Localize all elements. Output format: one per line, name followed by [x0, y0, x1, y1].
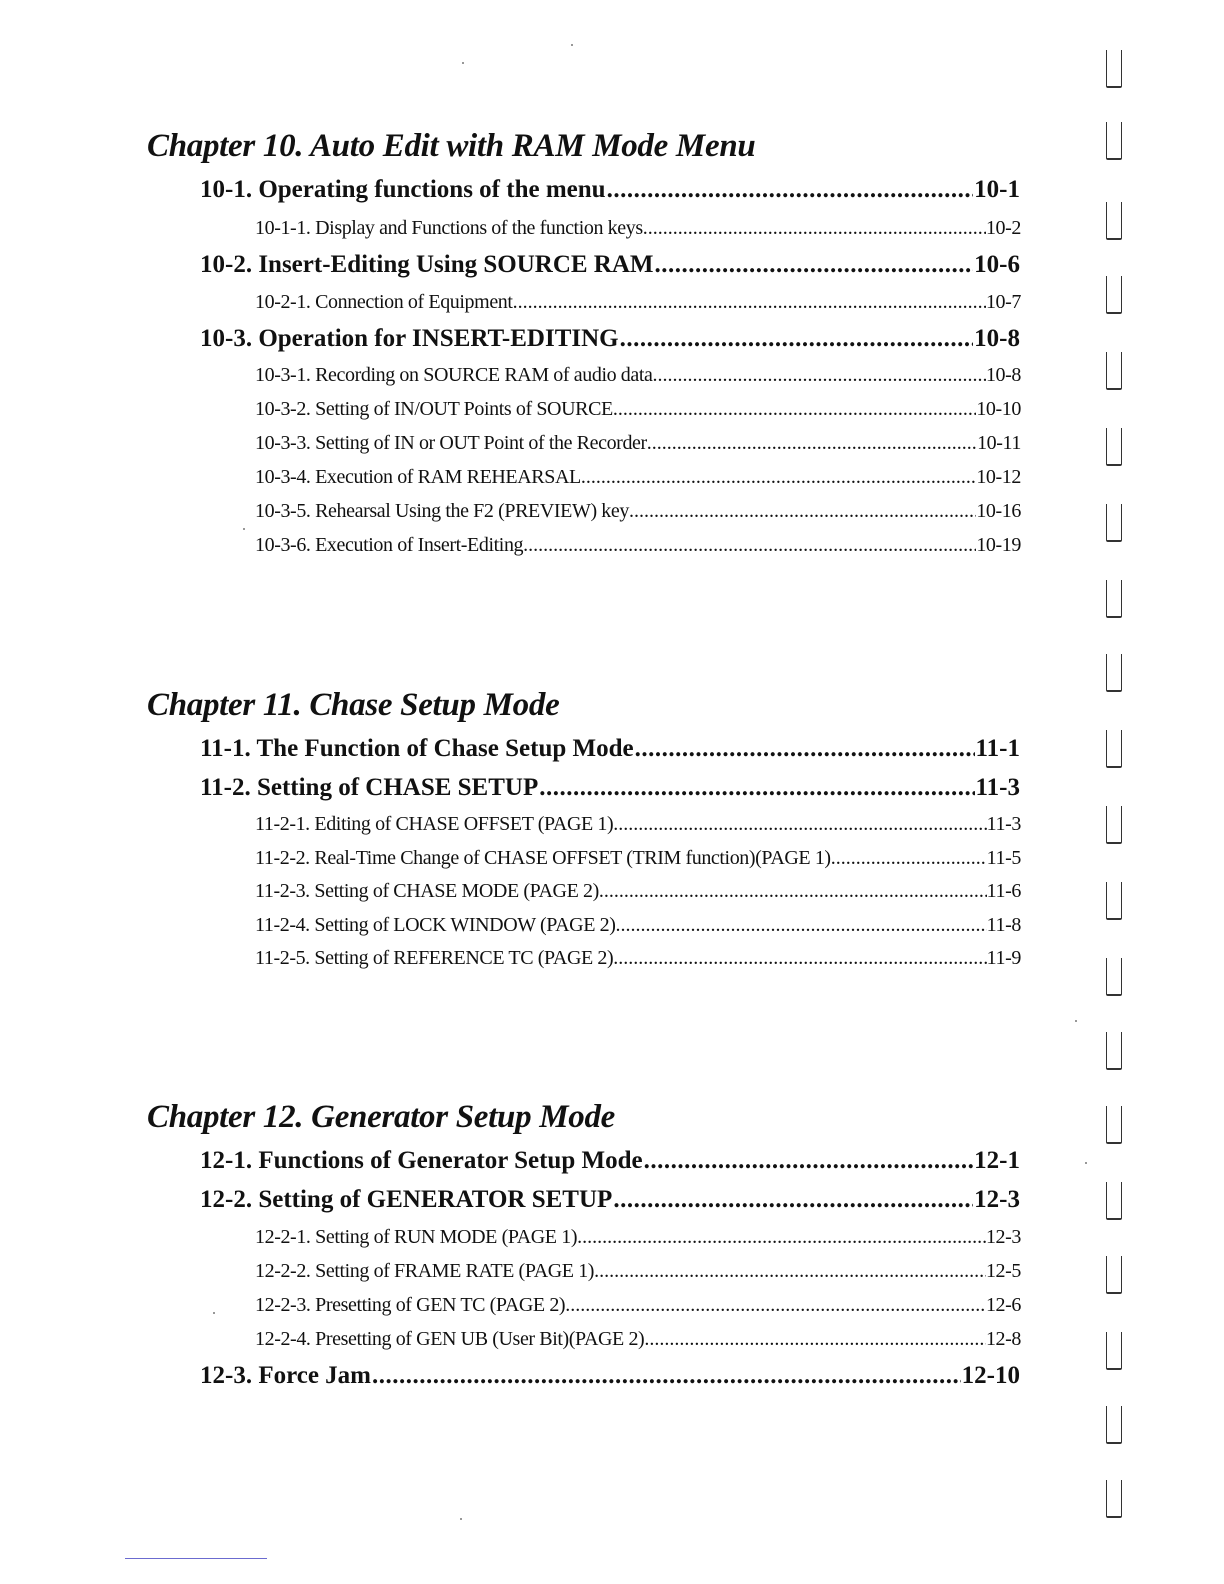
toc-entry-11-2-3[interactable] [255, 880, 1021, 908]
toc-entry-label: 11-2-1. Editing of CHASE OFFSET (PAGE 1) [255, 813, 614, 835]
toc-entry-10-3-4[interactable] [255, 466, 1021, 494]
tab-mark [1106, 276, 1122, 314]
toc-entry-12-2[interactable] [200, 1186, 1020, 1220]
tab-mark [1106, 202, 1122, 240]
toc-entry-page: 10-6 [974, 251, 1020, 278]
toc-entry-page: 11-3 [986, 813, 1021, 835]
dot-leader [513, 291, 986, 314]
toc-entry-page: 10-7 [985, 291, 1021, 313]
toc-entry-10-3-6[interactable] [255, 534, 1021, 562]
dot-leader [644, 1328, 986, 1351]
scan-speck [460, 1518, 462, 1520]
scan-speck [243, 528, 245, 530]
dot-leader [613, 1186, 973, 1214]
toc-entry-10-3-2[interactable] [255, 398, 1021, 426]
toc-entry-label: 10-3-1. Recording on SOURCE RAM of audio data [255, 364, 653, 386]
toc-entry-label: 10-1. Operating functions of the menu [200, 176, 606, 203]
dot-leader [594, 1260, 986, 1283]
dot-leader [629, 500, 976, 523]
toc-entry-label: 12-3. Force Jam [200, 1362, 372, 1389]
dot-leader [831, 847, 987, 870]
tab-mark [1106, 882, 1122, 920]
toc-entry-page: 12-6 [985, 1294, 1021, 1316]
toc-entry-10-2[interactable] [200, 251, 1020, 285]
toc-entry-label: 12-2-4. Presetting of GEN UB (User Bit)(PAGE 2) [255, 1328, 645, 1350]
toc-entry-10-2-1[interactable] [255, 291, 1021, 319]
toc-entry-label: 11-2-5. Setting of REFERENCE TC (PAGE 2) [255, 947, 614, 969]
footnote-rule [125, 1558, 267, 1559]
toc-entry-label: 12-2-3. Presetting of GEN TC (PAGE 2) [255, 1294, 566, 1316]
scan-speck [1085, 1162, 1087, 1164]
tab-mark [1106, 352, 1122, 390]
toc-entry-page: 12-10 [961, 1362, 1020, 1389]
toc-entry-page: 11-8 [986, 914, 1021, 936]
tab-mark [1106, 1480, 1122, 1518]
dot-leader [653, 364, 986, 387]
scan-speck [571, 44, 573, 46]
toc-entry-page: 10-19 [976, 534, 1021, 556]
tab-mark [1106, 958, 1122, 996]
chapter-10-title: Chapter 10. Auto Edit with RAM Mode Menu [147, 128, 756, 164]
toc-entry-page: 10-1 [974, 176, 1020, 203]
dot-leader [372, 1362, 961, 1390]
toc-entry-label: 12-2-2. Setting of FRAME RATE (PAGE 1) [255, 1260, 595, 1282]
toc-entry-label: 10-3-4. Execution of RAM REHEARSAL [255, 466, 581, 488]
toc-entry-11-2[interactable] [200, 774, 1020, 808]
dot-leader [635, 735, 975, 763]
toc-entry-page: 10-8 [985, 364, 1021, 386]
toc-entry-page: 12-5 [985, 1260, 1021, 1282]
tab-mark [1106, 504, 1122, 542]
toc-entry-page: 10-10 [976, 398, 1021, 420]
tab-mark [1106, 1032, 1122, 1070]
toc-entry-11-2-4[interactable] [255, 914, 1021, 942]
toc-entry-page: 12-1 [974, 1147, 1020, 1174]
tab-mark [1106, 1182, 1122, 1220]
dot-leader [615, 914, 986, 937]
toc-entry-page: 10-11 [977, 432, 1021, 454]
chapter-12-title: Chapter 12. Generator Setup Mode [147, 1099, 616, 1135]
toc-entry-page: 12-8 [985, 1328, 1021, 1350]
dot-leader [523, 534, 976, 557]
toc-entry-label: 10-2-1. Connection of Equipment [255, 291, 513, 313]
toc-entry-12-1[interactable] [200, 1147, 1020, 1181]
toc-entry-10-3-3[interactable] [255, 432, 1021, 460]
toc-entry-page: 11-5 [986, 847, 1021, 869]
toc-entry-label: 12-1. Functions of Generator Setup Mode [200, 1147, 643, 1174]
toc-entry-10-1-1[interactable] [255, 217, 1021, 245]
toc-entry-label: 11-1. The Function of Chase Setup Mode [200, 735, 634, 762]
toc-entry-10-3-1[interactable] [255, 364, 1021, 392]
dot-leader [565, 1294, 986, 1317]
toc-entry-page: 10-2 [985, 217, 1021, 239]
toc-entry-page: 11-3 [975, 774, 1020, 801]
tab-mark [1106, 806, 1122, 844]
toc-entry-label: 10-3-2. Setting of IN/OUT Points of SOURCE [255, 398, 613, 420]
tab-mark [1106, 1256, 1122, 1294]
tab-mark [1106, 50, 1122, 88]
tab-mark [1106, 1406, 1122, 1444]
toc-entry-label: 12-2-1. Setting of RUN MODE (PAGE 1) [255, 1226, 578, 1248]
toc-entry-page: 11-1 [975, 735, 1020, 762]
dot-leader [643, 217, 986, 240]
toc-entry-label: 10-3. Operation for INSERT-EDITING [200, 325, 619, 352]
dot-leader [607, 176, 974, 204]
toc-entry-label: 11-2-2. Real-Time Change of CHASE OFFSET (TRIM function)(PAGE 1) [255, 847, 831, 869]
scan-speck [213, 1312, 215, 1314]
tab-mark [1106, 730, 1122, 768]
toc-entry-12-2-3[interactable] [255, 1294, 1021, 1322]
toc-entry-label: 11-2-4. Setting of LOCK WINDOW (PAGE 2) [255, 914, 616, 936]
toc-entry-label: 10-2. Insert-Editing Using SOURCE RAM [200, 251, 654, 278]
tab-mark [1106, 1106, 1122, 1144]
toc-entry-10-1[interactable] [200, 176, 1020, 210]
tab-mark [1106, 428, 1122, 466]
tab-mark [1106, 654, 1122, 692]
dot-leader [644, 1147, 974, 1175]
dot-leader [599, 880, 987, 903]
toc-entry-12-2-2[interactable] [255, 1260, 1021, 1288]
dot-leader [655, 251, 974, 279]
toc-entry-11-1[interactable] [200, 735, 1020, 769]
toc-entry-label: 10-3-3. Setting of IN or OUT Point of the Recorder [255, 432, 647, 454]
toc-entry-label: 10-3-5. Rehearsal Using the F2 (PREVIEW) key [255, 500, 629, 522]
tab-mark [1106, 580, 1122, 618]
dot-leader [577, 1226, 986, 1249]
tab-mark [1106, 122, 1122, 160]
toc-entry-12-2-1[interactable] [255, 1226, 1021, 1254]
toc-entry-page: 10-8 [974, 325, 1020, 352]
toc-entry-11-2-2[interactable] [255, 847, 1021, 875]
scan-speck [462, 62, 464, 64]
toc-entry-11-2-1[interactable] [255, 813, 1021, 841]
toc-entry-page: 10-16 [976, 500, 1021, 522]
toc-entry-label: 11-2. Setting of CHASE SETUP [200, 774, 539, 801]
toc-entry-11-2-5[interactable] [255, 947, 1021, 975]
toc-entry-page: 12-3 [974, 1186, 1020, 1213]
dot-leader [613, 398, 976, 421]
dot-leader [647, 432, 977, 455]
binder-tab-strip [1106, 40, 1132, 1540]
tab-mark [1106, 1332, 1122, 1370]
scan-speck [1075, 1020, 1077, 1022]
dot-leader [613, 813, 986, 836]
toc-entry-page: 12-3 [985, 1226, 1021, 1248]
toc-entry-page: 11-6 [986, 880, 1021, 902]
dot-leader [581, 466, 977, 489]
dot-leader [613, 947, 986, 970]
dot-leader [539, 774, 974, 802]
toc-entry-12-2-4[interactable] [255, 1328, 1021, 1356]
toc-entry-10-3[interactable] [200, 325, 1020, 359]
chapter-11-title: Chapter 11. Chase Setup Mode [147, 687, 560, 723]
toc-entry-label: 10-3-6. Execution of Insert-Editing [255, 534, 524, 556]
toc-entry-page: 11-9 [986, 947, 1021, 969]
toc-entry-12-3[interactable] [200, 1362, 1020, 1396]
toc-entry-label: 11-2-3. Setting of CHASE MODE (PAGE 2) [255, 880, 599, 902]
toc-entry-10-3-5[interactable] [255, 500, 1021, 528]
toc-entry-label: 10-1-1. Display and Functions of the function keys [255, 217, 643, 239]
toc-entry-label: 12-2. Setting of GENERATOR SETUP [200, 1186, 613, 1213]
dot-leader [620, 325, 974, 353]
toc-entry-page: 10-12 [976, 466, 1021, 488]
